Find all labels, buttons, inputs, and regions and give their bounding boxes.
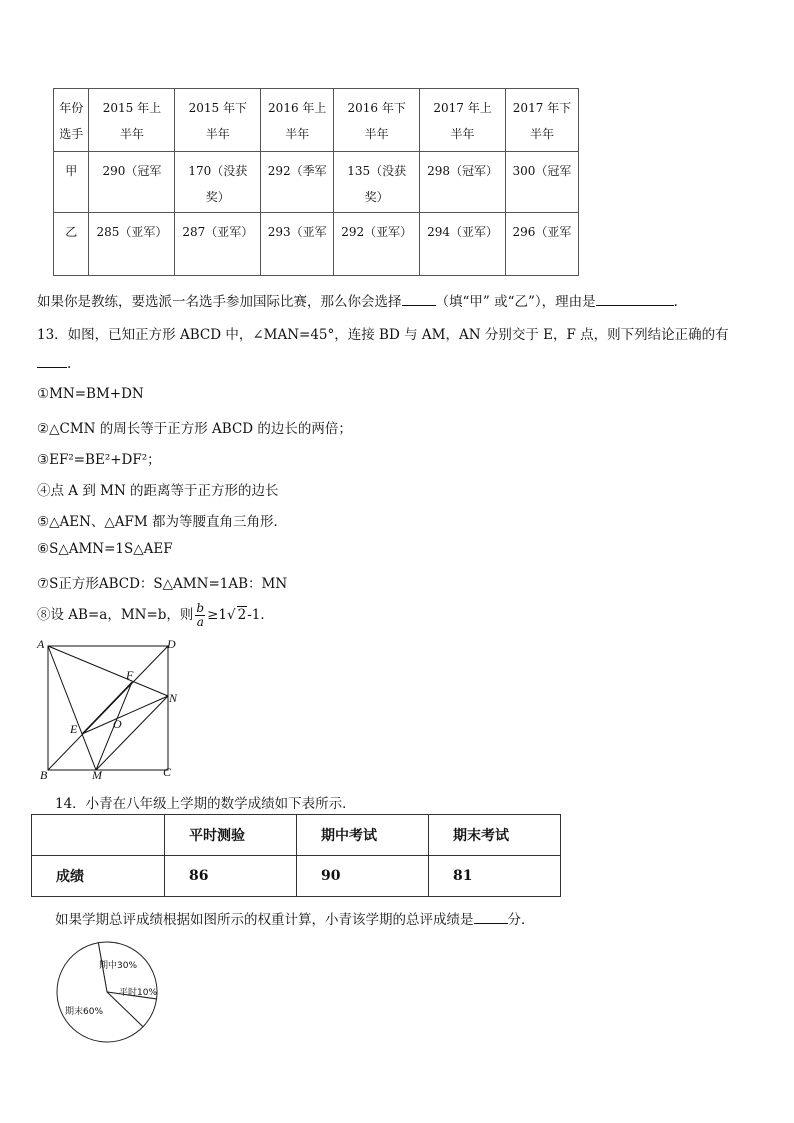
table-cell: 285（亚军） bbox=[89, 213, 175, 276]
table-cell: 年份 选手 bbox=[54, 89, 89, 152]
answer-blank[interactable] bbox=[596, 293, 674, 306]
table-cell: 成绩 bbox=[32, 856, 165, 897]
table-row bbox=[54, 152, 579, 213]
option-5: ⑤△AEN、△AFM 都为等腰直角三角形． bbox=[37, 514, 288, 530]
option-4: ④点 A 到 MN 的距离等于正方形的边长 bbox=[37, 483, 279, 499]
table-cell: 2015 年下 半年 bbox=[175, 89, 261, 152]
q14-text-b: 分． bbox=[507, 912, 535, 928]
table-cell: 290（冠军 bbox=[89, 152, 175, 213]
pie-slice-label: 平时10% bbox=[119, 988, 158, 998]
segment-ef bbox=[82, 682, 132, 734]
table-row bbox=[32, 856, 561, 897]
q13-end: . bbox=[67, 356, 72, 372]
sqrt-radicand: 2 bbox=[237, 607, 247, 623]
label-m: M bbox=[92, 768, 102, 781]
answer-blank[interactable] bbox=[474, 911, 508, 924]
table-cell: 292（亚军） bbox=[334, 213, 420, 276]
table-cell: 乙 bbox=[54, 213, 89, 276]
q12-text-c: . bbox=[673, 294, 678, 310]
table-cell: 170（没获 奖） bbox=[175, 152, 261, 213]
table-cell: 292（季军 bbox=[261, 152, 334, 213]
option-8-tail: -1． bbox=[247, 607, 274, 623]
competition-results-table bbox=[53, 88, 579, 276]
option-7: ⑦S正方形ABCD：S△AMN=1AB：MN bbox=[37, 576, 288, 592]
label-d: D bbox=[167, 637, 176, 651]
q12-text-a: 如果你是教练，要选派一名选手参加国际比赛，那么你会选择 bbox=[37, 294, 402, 310]
weight-pie-chart bbox=[55, 940, 170, 1050]
label-c: C bbox=[163, 765, 172, 779]
table-cell: 81 bbox=[429, 856, 561, 897]
fraction bbox=[195, 602, 205, 629]
label-n: N bbox=[169, 691, 178, 705]
table-cell: 2017 年下 半年 bbox=[505, 89, 578, 152]
question-14-title: 14．小青在八年级上学期的数学成绩如下表所示． bbox=[55, 796, 356, 812]
table-cell: 86 bbox=[165, 856, 297, 897]
q12-text-b: （填“甲” 或“乙”），理由是 bbox=[435, 294, 596, 310]
label-f: F bbox=[126, 668, 134, 682]
segment-mn bbox=[96, 696, 168, 770]
label-b: B bbox=[40, 768, 48, 781]
q14-text-a: 如果学期总评成绩根据如图所示的权重计算，小青该学期的总评成绩是 bbox=[55, 912, 474, 928]
option-2: ②△CMN 的周长等于正方形 ABCD 的边长的两倍； bbox=[37, 421, 352, 437]
table-cell: 293（亚军 bbox=[261, 213, 334, 276]
table-cell: 甲 bbox=[54, 152, 89, 213]
diagonal-bd bbox=[48, 646, 168, 770]
pie-slice-label: 期末60% bbox=[65, 1007, 104, 1017]
sqrt-sign: √ bbox=[227, 607, 236, 623]
segment-en bbox=[82, 696, 168, 734]
answer-blank[interactable] bbox=[37, 355, 67, 368]
score-table bbox=[31, 814, 561, 897]
option-3: ③EF²=BE²+DF²； bbox=[37, 452, 161, 468]
table-cell: 2017 年上 半年 bbox=[420, 89, 506, 152]
segment-an bbox=[48, 646, 168, 696]
option-8-mid: ≥1 bbox=[207, 607, 228, 623]
table-cell: 294（亚军） bbox=[420, 213, 506, 276]
table-cell: 期中考试 bbox=[297, 815, 429, 856]
table-cell: 平时测验 bbox=[165, 815, 297, 856]
option-8-prefix: ⑧设 AB=a，MN=b，则 bbox=[37, 607, 194, 623]
segment-am bbox=[48, 646, 96, 770]
table-cell: 298（冠军） bbox=[420, 152, 506, 213]
pie-slice-label: 期中30% bbox=[99, 961, 138, 971]
table-cell: 2016 年上 半年 bbox=[261, 89, 334, 152]
label-e: E bbox=[70, 722, 78, 736]
table-row bbox=[54, 213, 579, 276]
table-cell: 287（亚军） bbox=[175, 213, 261, 276]
fraction-denominator: a bbox=[196, 615, 204, 629]
answer-blank[interactable] bbox=[402, 293, 436, 306]
table-header-row bbox=[54, 89, 579, 152]
table-cell: 2016 年下 半年 bbox=[334, 89, 420, 152]
table-cell: 2015 年上 半年 bbox=[89, 89, 175, 152]
table-cell bbox=[32, 815, 165, 856]
option-8 bbox=[37, 602, 274, 629]
option-1: ①MN=BM+DN bbox=[37, 386, 144, 402]
table-cell: 90 bbox=[297, 856, 429, 897]
fraction-numerator: b bbox=[196, 601, 205, 615]
label-a: A bbox=[37, 637, 45, 651]
table-cell: 296（亚军 bbox=[505, 213, 578, 276]
question-14-text bbox=[55, 908, 535, 928]
table-cell: 135（没获 奖） bbox=[334, 152, 420, 213]
table-cell: 300（冠军 bbox=[505, 152, 578, 213]
table-header-row bbox=[32, 815, 561, 856]
table-cell: 期末考试 bbox=[429, 815, 561, 856]
question-13-blank-line bbox=[37, 355, 71, 372]
option-6: ⑥S△AMN=1S△AEF bbox=[37, 541, 173, 557]
question-12-text bbox=[37, 290, 678, 310]
label-o: O bbox=[113, 717, 122, 731]
question-13-text: 13．如图，已知正方形 ABCD 中，∠MAN=45°，连接 BD 与 AM，AN 分别交于 E，F 点，则下列结论正确的有 bbox=[37, 327, 729, 343]
square-geometry-figure bbox=[34, 636, 184, 781]
